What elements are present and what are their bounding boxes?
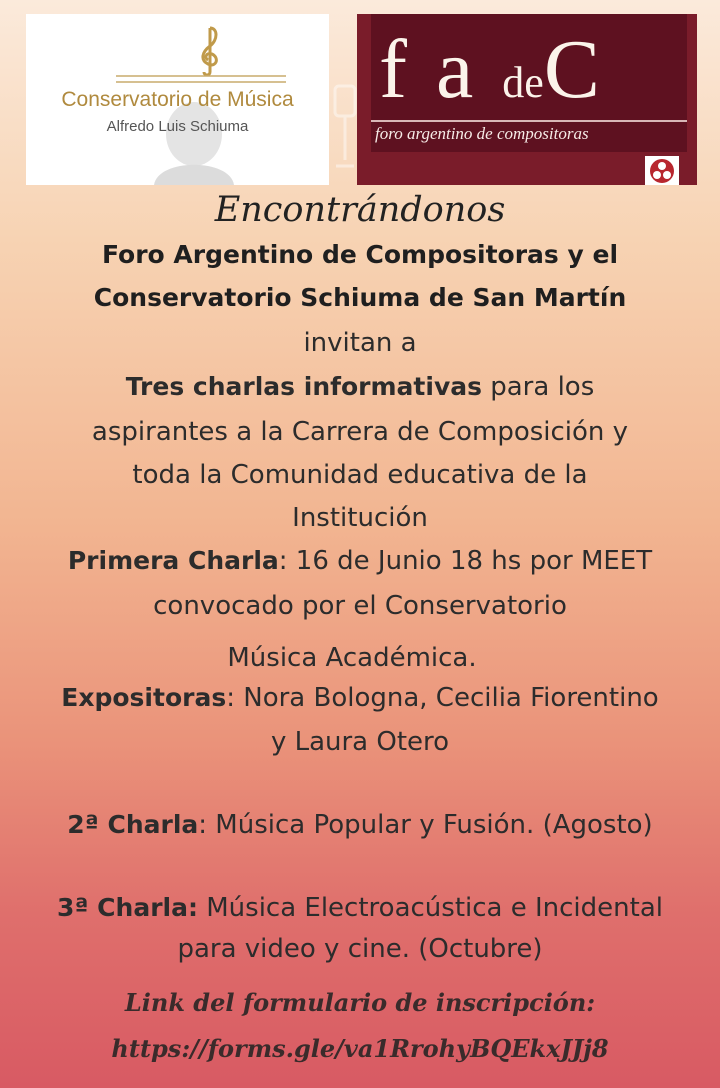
fadec-logo [357, 14, 697, 185]
speakers-label: Expositoras [61, 683, 227, 712]
talks-intro-line4: Institución [292, 503, 428, 533]
talk1-label: Primera Charla [67, 546, 279, 575]
fadec-tagline: foro argentino de compositoras [375, 124, 589, 143]
talks-intro-line2: aspirantes a la Carrera de Composición y [91, 417, 629, 447]
event-title: Encontrándonos [214, 190, 506, 230]
talk1-line2: convocado por el Conservatorio [153, 591, 567, 621]
conservatorio-subtitle: Alfredo Luis Schiuma [106, 118, 249, 135]
fadec-divider [371, 120, 687, 122]
form-label: Link del formulario de inscripción: [124, 988, 596, 1017]
staff-lines-icon [116, 72, 286, 86]
invite-text: invitan a [303, 328, 417, 358]
emblem-icon [645, 156, 679, 185]
talk2-line: 2ª Charla: Música Popular y Fusión. (Agosto) [67, 810, 653, 840]
music-stand-icon [332, 80, 358, 170]
conservatorio-logo [26, 14, 329, 185]
conservatorio-name: Conservatorio de Música [61, 88, 294, 111]
talks-intro-bold: Tres charlas informativas [125, 372, 482, 401]
organizers-line1: Foro Argentino de Compositoras y el [101, 240, 619, 269]
speakers-line2: y Laura Otero [270, 727, 450, 757]
organizers-line2: Conservatorio Schiuma de San Martín [93, 283, 627, 312]
talk2-label: 2ª Charla [67, 810, 199, 839]
talks-intro-line3: toda la Comunidad educativa de la [132, 460, 588, 490]
talk3-label: 3ª Charla: [56, 893, 198, 922]
talk1-line1: Primera Charla: 16 de Junio 18 hs por MEET [67, 546, 653, 576]
talk3-line1: 3ª Charla: Música Electroacústica e Incidental [56, 893, 663, 923]
treble-clef-icon [190, 24, 230, 76]
talk1-line3: Música Académica. [227, 643, 477, 673]
talk3-line2: para video y cine. (Octubre) [177, 934, 543, 964]
form-url-link[interactable]: https://forms.gle/va1RrohyBQEkxJJj8 [111, 1034, 609, 1063]
speakers-line1: Expositoras: Nora Bologna, Cecilia Fiorentino [61, 683, 659, 713]
talks-intro-line1: Tres charlas informativas para los [125, 372, 595, 402]
fadec-letters: f a deC [379, 23, 604, 116]
portrait-image [144, 100, 244, 185]
